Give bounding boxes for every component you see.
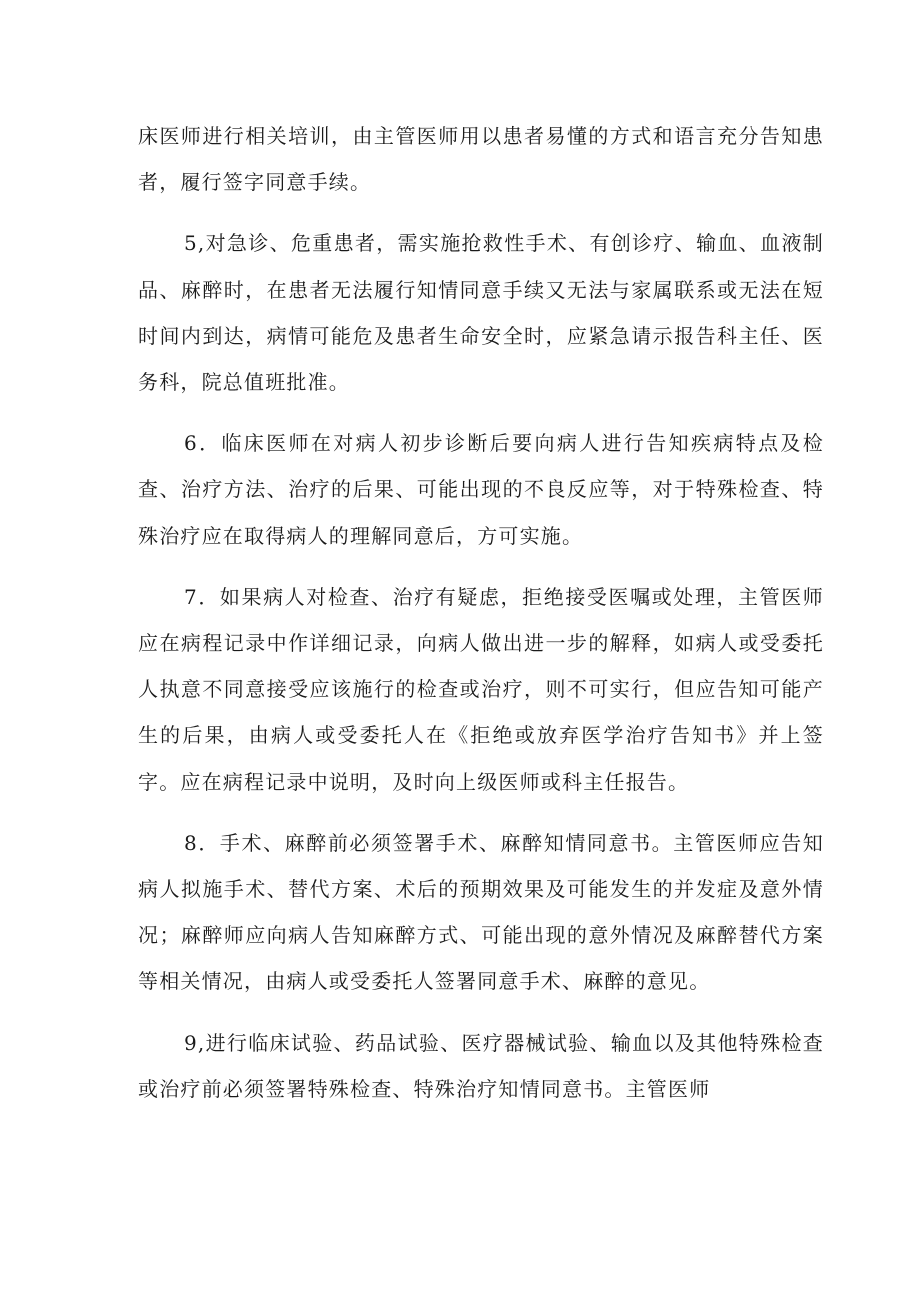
paragraph-item-5: 5,对急诊、危重患者，需实施抢救性手术、有创诊疗、输血、血液制品、麻醉时，在患者无法履行知情同意手续又无法与家属联系或无法在短时间内到达，病情可能危及患者生命安全时，应紧急请示报告科主任、医务科，院总值班批准。 [138,231,824,395]
paragraph-item-8: 8．手术、麻醉前必须签署手术、麻醉知情同意书。主管医师应告知病人拟施手术、替代方案、术后的预期效果及可能发生的并发症及意外情况；麻醉师应向病人告知麻醉方式、可能出现的意外情况及麻醉替代方案等相关情况，由病人或受委托人签署同意手术、麻醉的意见。 [138,830,824,994]
paragraph-item-9: 9,进行临床试验、药品试验、医疗器械试验、输血以及其他特殊检查或治疗前必须签署特殊检查、特殊治疗知情同意书。主管医师 [138,1030,824,1101]
document-body [138,113,824,1127]
paragraph-item-7: 7．如果病人对检查、治疗有疑虑，拒绝接受医嘱或处理，主管医师应在病程记录中作详细记录，向病人做出进一步的解释，如病人或受委托人执意不同意接受应该施行的检查或治疗，则不可实行，但应告知可能产生的后果，由病人或受委托人在《拒绝或放弃医学治疗告知书》并上签字。应在病程记录中说明，及时向上级医师或科主任报告。 [138,584,824,794]
paragraph-item-6: 6．临床医师在对病人初步诊断后要向病人进行告知疾病特点及检查、治疗方法、治疗的后果、可能出现的不良反应等，对于特殊检查、特殊治疗应在取得病人的理解同意后，方可实施。 [138,431,824,548]
paragraph-continued: 床医师进行相关培训，由主管医师用以患者易懂的方式和语言充分告知患者，履行签字同意手续。 [138,124,824,195]
